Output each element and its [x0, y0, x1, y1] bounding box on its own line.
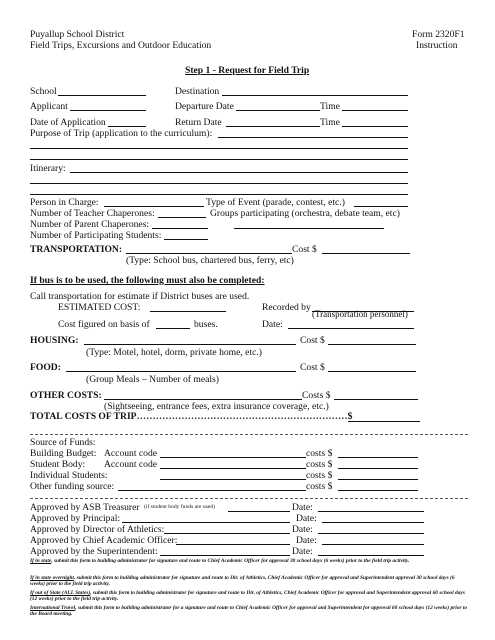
teacher-chaperones-label: Number of Teacher Chaperones:: [30, 208, 155, 219]
approval-principal-date-label: Date:: [296, 513, 317, 524]
itinerary-label: Itinerary:: [30, 163, 66, 174]
fund-label-individual: Individual Students:: [30, 470, 108, 481]
bus-call-line: Call transportation for estimate if District buses are used.: [30, 291, 250, 302]
buses-label: buses.: [194, 319, 218, 330]
person-in-charge-field[interactable]: [104, 206, 204, 207]
parent-chaperones-field[interactable]: [152, 228, 208, 229]
divider: [30, 498, 468, 499]
fund-label-building: Building Budget:: [30, 448, 97, 459]
itinerary-field-1[interactable]: [70, 172, 408, 173]
note-in-state: If in state, submit this form to building administrator for signature and route to Chief Academic Officer for approval 30 school days (6 weeks) prior to the field trip activity.: [30, 558, 410, 564]
approval-asb-date-label: Date:: [292, 502, 313, 513]
housing-field[interactable]: [84, 344, 296, 345]
food-hint: (Group Meals – Number of meals): [86, 374, 219, 385]
applicant-label: Applicant: [30, 101, 68, 112]
approval-asb-date-field[interactable]: [318, 511, 424, 512]
school-label: School: [30, 86, 57, 97]
individual-costs-field[interactable]: [338, 479, 418, 480]
application-date-label: Date of Application: [30, 117, 106, 128]
person-in-charge-label: Person in Charge:: [30, 197, 99, 208]
other-costs-field[interactable]: [104, 399, 302, 400]
approval-principal-field[interactable]: [122, 522, 290, 523]
event-type-field[interactable]: [354, 206, 408, 207]
school-field[interactable]: [58, 95, 146, 96]
fund-label-student-body: Student Body:: [30, 459, 86, 470]
transport-personnel-hint: (Transportation personnel): [312, 309, 408, 319]
approval-athletics-date-label: Date:: [292, 524, 313, 535]
transportation-cost-label: Cost $: [292, 244, 317, 255]
estimated-cost-label: ESTIMATED COST:: [58, 302, 141, 313]
transportation-label: TRANSPORTATION:: [30, 244, 123, 255]
other-costs-cost-field[interactable]: [334, 399, 418, 400]
form-subtitle: Field Trips, Excursions and Outdoor Education: [30, 40, 212, 51]
approval-athletics-field[interactable]: [164, 533, 290, 534]
approval-principal-date-field[interactable]: [322, 522, 424, 523]
food-field[interactable]: [66, 371, 296, 372]
approval-superintendent-date-field[interactable]: [318, 555, 424, 556]
return-time-field[interactable]: [342, 126, 408, 127]
return-time-label: Time: [320, 117, 340, 128]
student-costs-label: costs $: [306, 459, 333, 470]
itinerary-field-3[interactable]: [30, 194, 408, 195]
approval-asb-note: (if student body funds are used): [144, 504, 215, 510]
food-cost-label: Cost $: [300, 362, 325, 373]
form-number: Form 2320F1: [412, 29, 465, 40]
parent-chaperones-label: Number of Parent Chaperones:: [30, 219, 150, 230]
district-name: Puyallup School District: [30, 29, 125, 40]
departure-date-field[interactable]: [236, 110, 320, 111]
approval-superintendent-field[interactable]: [160, 555, 290, 556]
groups-field[interactable]: [234, 228, 384, 229]
total-costs-label: TOTAL COSTS OF TRIP…………………………………………………………$: [30, 411, 353, 422]
estimated-cost-field[interactable]: [150, 311, 226, 312]
cost-figured-label: Cost figured on basis of: [58, 319, 150, 330]
recorded-by-label: Recorded by: [262, 302, 311, 313]
itinerary-field-2[interactable]: [30, 183, 408, 184]
funds-heading: Source of Funds:: [30, 437, 96, 448]
bus-date-label: Date:: [262, 319, 283, 330]
building-costs-label: costs $: [306, 448, 333, 459]
departure-time-field[interactable]: [342, 110, 408, 111]
fund-label-other: Other funding source:: [30, 481, 115, 492]
transportation-field[interactable]: [126, 253, 292, 254]
purpose-field-3[interactable]: [30, 159, 408, 160]
other-funding-costs-field[interactable]: [338, 490, 418, 491]
destination-field[interactable]: [222, 95, 408, 96]
return-date-label: Return Date: [175, 117, 222, 128]
approval-athletics-date-field[interactable]: [318, 533, 424, 534]
approval-asb-field[interactable]: [228, 511, 290, 512]
return-date-field[interactable]: [226, 126, 320, 127]
event-type-label: Type of Event (parade, contest, etc.): [206, 197, 345, 208]
other-costs-hint: (Sightseeing, entrance fees, extra insurance coverage, etc.): [104, 401, 329, 412]
building-costs-field[interactable]: [338, 457, 418, 458]
approval-superintendent-date-label: Date:: [292, 546, 313, 557]
note-out-of-state: If out of State (ALL States), submit this form to building administrator for signature and route to Dir. of Athletics, Chief Academic Officer for approval and Superintendent approval 60 school days (12 weeks) prior to the field trip activity.: [30, 590, 465, 603]
divider: [30, 434, 468, 435]
student-account-code-field[interactable]: [160, 468, 306, 469]
food-label: FOOD:: [30, 362, 61, 373]
students-label: Number of Participating Students:: [30, 230, 162, 241]
building-account-code-label: Account code: [104, 448, 158, 459]
note-international: International Travel, submit this form to building administrator for a signature and route to Chief Academic Officer for approval and Superintendent for approval 60 school days (12 weeks) prior to the Board meeting.: [30, 605, 468, 618]
application-date-field[interactable]: [108, 126, 146, 127]
transportation-cost-field[interactable]: [322, 253, 410, 254]
transportation-hint: (Type: School bus, chartered bus, ferry, etc): [126, 255, 294, 266]
approval-academic-date-label: Date:: [296, 535, 317, 546]
approval-asb-label: Approved by ASB Treasurer: [30, 502, 140, 513]
approval-academic-label: Approved by Chief Academic Officer:: [30, 535, 178, 546]
other-funding-field[interactable]: [118, 490, 306, 491]
groups-label: Groups participating (orchestra, debate team, etc): [210, 208, 400, 219]
approval-principal-label: Approved by Principal:: [30, 513, 121, 524]
purpose-field-1[interactable]: [218, 137, 408, 138]
student-account-code-label: Account code: [104, 459, 158, 470]
housing-cost-label: Cost $: [300, 335, 325, 346]
approval-academic-date-field[interactable]: [322, 544, 424, 545]
individual-costs-label: costs $: [306, 470, 333, 481]
approval-superintendent-label: Approved by the Superintendent:: [30, 546, 158, 557]
food-cost-field[interactable]: [328, 371, 416, 372]
total-costs-field[interactable]: [348, 421, 420, 422]
housing-hint: (Type: Motel, hotel, dorm, private home, etc.): [86, 347, 262, 358]
destination-label: Destination: [175, 86, 220, 97]
bus-heading: If bus is to be used, the following must also be completed:: [30, 275, 265, 286]
departure-date-label: Departure Date: [175, 101, 234, 112]
student-costs-field[interactable]: [338, 468, 418, 469]
departure-time-label: Time: [320, 101, 340, 112]
building-account-code-field[interactable]: [160, 457, 306, 458]
bus-count-field[interactable]: [156, 328, 190, 329]
page-title: Step 1 - Request for Field Trip: [185, 65, 310, 76]
housing-label: HOUSING:: [30, 335, 79, 346]
applicant-field[interactable]: [70, 110, 146, 111]
students-field[interactable]: [164, 239, 208, 240]
housing-cost-field[interactable]: [328, 344, 416, 345]
form-type: Instruction: [416, 40, 458, 51]
approval-athletics-label: Approved by Director of Athletics:: [30, 524, 165, 535]
other-funding-costs-label: costs $: [306, 481, 333, 492]
note-in-state-overnight: If in state overnight, submit this form to building administrator for signature and route to Dir. of Athletics, Chief Academic Officer for approval and Superintendent approval 30 school days (6 weeks) prior to the field trip activity.: [30, 575, 455, 588]
bus-date-field[interactable]: [288, 328, 414, 329]
individual-field[interactable]: [160, 479, 306, 480]
other-costs-label: OTHER COSTS:: [30, 390, 102, 401]
purpose-field-2[interactable]: [30, 148, 408, 149]
other-costs-cost-label: Costs $: [302, 390, 331, 401]
teacher-chaperones-field[interactable]: [158, 217, 206, 218]
purpose-label: Purpose of Trip (application to the curriculum):: [30, 128, 213, 139]
approval-academic-field[interactable]: [176, 544, 290, 545]
